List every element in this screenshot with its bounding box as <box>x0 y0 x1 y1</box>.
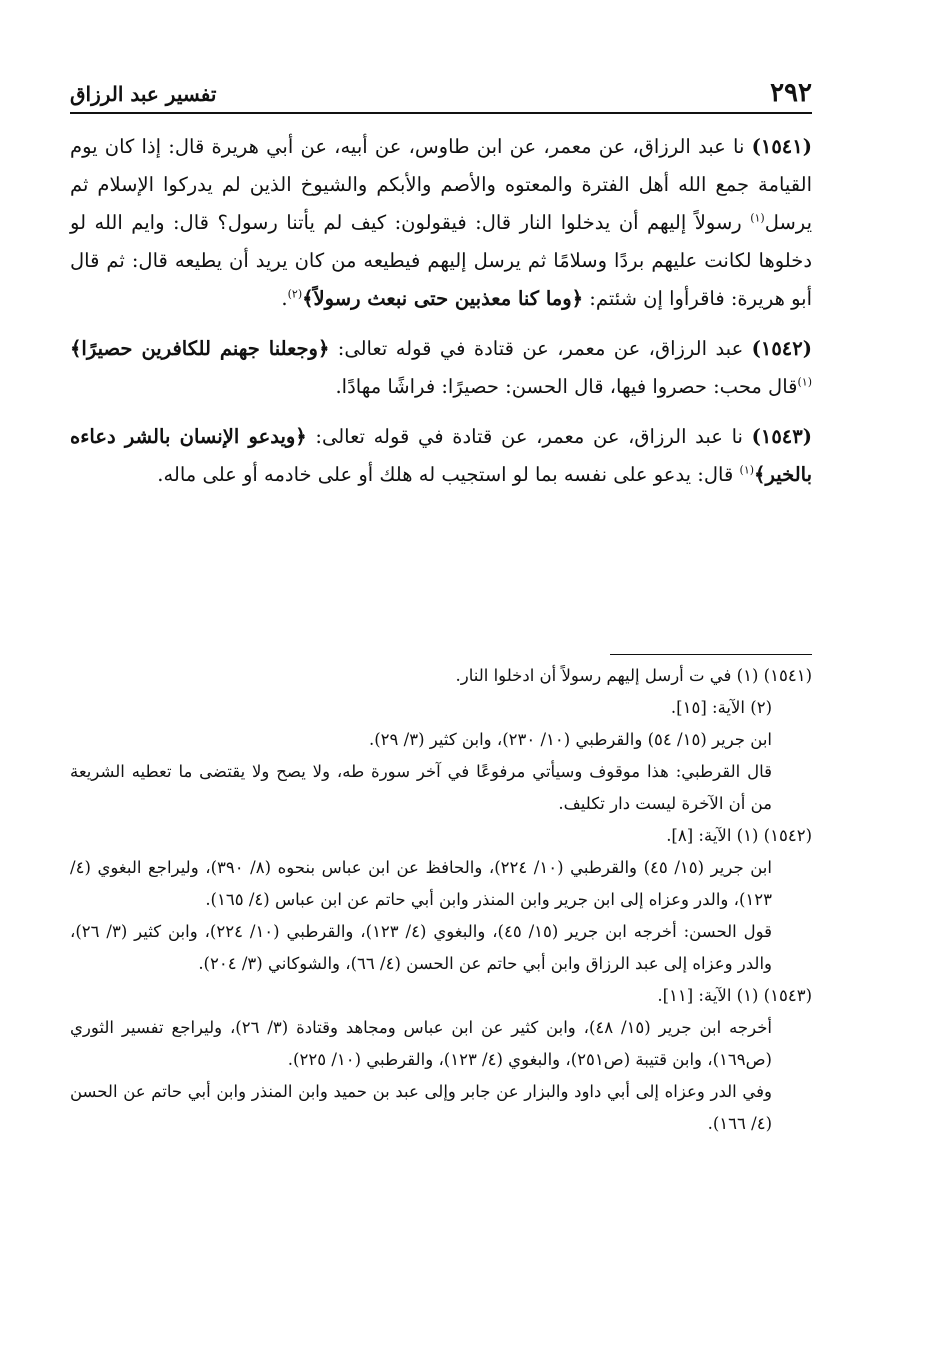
footnote-line: (١٥٤١) (١) في ت أرسل إليهم رسولاً أن ادخلوا النار. <box>455 666 812 685</box>
entry-text: قال: يدعو على نفسه بما لو استجيب له هلك أو على خادمه أو على ماله. <box>157 463 740 486</box>
footnote-line: ابن جرير (١٥/ ٥٤) والقرطبي (١٠/ ٢٣٠)، وابن كثير (٣/ ٢٩). <box>368 730 772 749</box>
footnote-marker: (١) <box>797 375 812 389</box>
entry-text: نا عبد الرزاق، عن معمر، عن ابن طاوس، عن أبيه، عن أبي هريرة قال: إذا كان يوم القيامة جمع الله أهل الفترة والمعتوه والأصم والأبكم والشيوخ الذين لم يدركوا الإسلام ثم يرسل <box>70 135 812 234</box>
entry-text: رسولاً إليهم أن يدخلوا النار قال: فيقولون: كيف لم يأتنا رسول؟ قال: وايم الله لو دخلوها لكانت عليهم بردًا وسلامًا ثم يرسل إليهم فيطيعه من كان يريد أن يطيعه قال: ثم قال أبو هريرة: فاقرأوا إن شئتم: <box>70 211 812 310</box>
quran-verse: ﴿ويدعو الإنسان بالشر دعاءه بالخير﴾ <box>70 425 812 486</box>
page-header <box>70 78 812 108</box>
footnote-line: ابن جرير (١٥/ ٤٥) والقرطبي (١٠/ ٢٢٤)، والحافظ عن ابن عباس بنحوه (٨/ ٣٩٠)، وليراجع البغوي (٤/ ١٢٣)، والدر وعزاه إلى ابن جرير وابن المنذر وابن أبي حاتم عن ابن عباس (٤/ ١٦٥). <box>70 858 772 909</box>
quran-verse: ﴿وما كنا معذبين حتى نبعث رسولاً﴾ <box>302 287 584 310</box>
page-number: ٢٩٢ <box>770 78 812 108</box>
entry-text: عبد الرزاق، عن معمر، عن قتادة في قوله تعالى: <box>329 337 752 360</box>
entry-text: . <box>281 287 288 310</box>
entry-1543 <box>70 418 812 494</box>
footnote-line: (١٥٤٣) (١) الآية: [١١]. <box>657 986 812 1005</box>
footnote-line: أخرجه ابن جرير (١٥/ ٤٨)، وابن كثير عن ابن عباس ومجاهد وقتادة (٣/ ٢٦)، وليراجع تفسير الثوري (ص١٦٩)، وابن قتيبة (ص٢٥١)، والبغوي (٤/ ١٢٣)، والقرطبي (١٠/ ٢٢٥). <box>70 1018 773 1069</box>
footnote-marker: (١) <box>750 211 765 225</box>
footnote-separator <box>610 654 812 655</box>
entry-text: قال محب: حصروا فيها، قال الحسن: حصيرًا: فراشًا مهادًا. <box>335 375 798 398</box>
entry-number: (١٥٤٢) <box>751 337 812 360</box>
entry-1541 <box>70 128 812 318</box>
main-text <box>70 128 812 506</box>
footnote-line: (١٥٤٢) (١) الآية: [٨]. <box>666 826 812 845</box>
footnote-line: قال القرطبي: هذا موقوف وسيأتي مرفوعًا في آخر سورة طه، ولا يصح ولا يقتضى ما تعطيه الشريعة من أن الآخرة ليست دار تكليف. <box>70 762 772 813</box>
entry-text: نا عبد الرزاق، عن معمر، عن قتادة في قوله تعالى: <box>306 425 752 448</box>
footnote-marker: (٢) <box>287 287 303 301</box>
running-title: تفسير عبد الرزاق <box>70 82 217 106</box>
entry-number: (١٥٤١) <box>751 135 812 158</box>
quran-verse: ﴿وجعلنا جهنم للكافرين حصيرًا﴾ <box>70 337 330 360</box>
footnotes <box>70 660 812 1140</box>
entry-number: (١٥٤٣) <box>751 425 812 448</box>
footnote-line: قول الحسن: أخرجه ابن جرير (١٥/ ٤٥)، والبغوي (٤/ ١٢٣)، والقرطبي (١٠/ ٢٢٤)، وابن كثير (٣/ ٢٦)، والدر وعزاه إلى عبد الرزاق وابن أبي حاتم عن الحسن (٤/ ٦٦)، والشوكاني (٣/ ٢٠٤). <box>70 922 773 973</box>
header-rule <box>70 112 812 114</box>
footnote-line: وفي الدر وعزاه إلى أبي داود والبزار عن جابر وإلى عبد بن حميد وابن المنذر وابن أبي حاتم عن الحسن (٤/ ١٦٦). <box>70 1082 772 1133</box>
footnote-line: (٢) الآية: [١٥]. <box>670 698 772 717</box>
entry-1542 <box>70 330 812 406</box>
footnote-marker: (١) <box>739 463 755 477</box>
